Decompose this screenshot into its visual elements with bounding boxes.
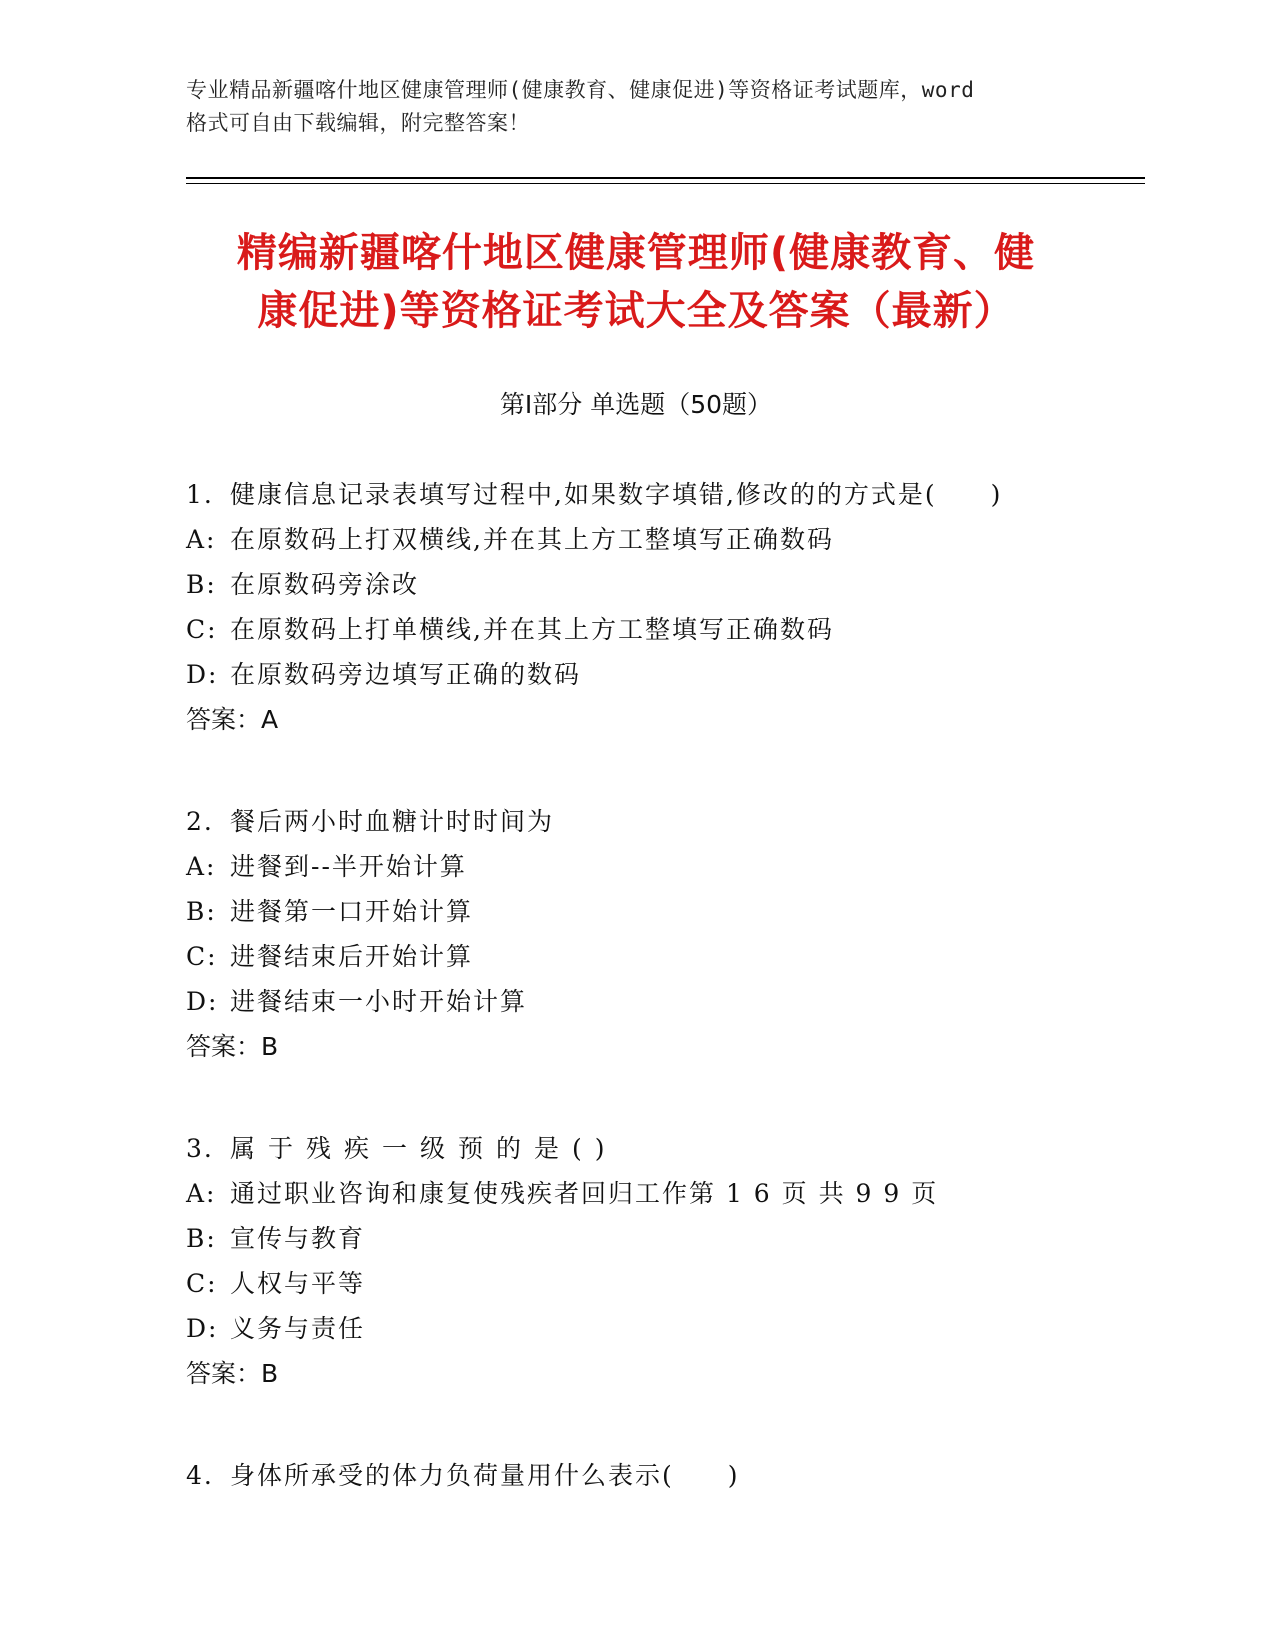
question-3 — [186, 1126, 1106, 1396]
answer: 答案：A — [186, 705, 279, 734]
option-text: 进餐结束后开始计算 — [230, 942, 474, 971]
option-label: C: — [186, 942, 218, 971]
option-a — [186, 1171, 1106, 1216]
option-text: 义务与责任 — [230, 1314, 366, 1343]
option-d — [186, 1306, 1106, 1351]
option-label: B: — [186, 1224, 217, 1253]
question-number: 4. — [186, 1461, 214, 1490]
question-text: 属于残疾一级预的是() — [230, 1134, 618, 1163]
question-stem — [186, 799, 1106, 844]
option-d — [186, 979, 1106, 1024]
option-text: 在原数码上打双横线,并在其上方工整填写正确数码 — [230, 525, 834, 554]
option-text: 进餐第一口开始计算 — [230, 897, 474, 926]
option-label: B: — [186, 570, 217, 599]
question-stem — [186, 472, 1106, 517]
option-b — [186, 562, 1106, 607]
option-text: 进餐结束一小时开始计算 — [230, 987, 528, 1016]
option-a — [186, 517, 1106, 562]
question-4 — [186, 1453, 1106, 1498]
option-a — [186, 844, 1106, 889]
question-stem — [186, 1126, 1106, 1171]
option-text: 在原数码旁涂改 — [230, 570, 420, 599]
header-note — [186, 74, 1086, 140]
document-title — [186, 224, 1086, 340]
option-c — [186, 934, 1106, 979]
header-note-line-2: 格式可自由下载编辑，附完整答案！ — [186, 111, 530, 135]
question-1 — [186, 472, 1106, 742]
section-heading: 第Ⅰ部分 单选题（50题） — [499, 390, 773, 419]
option-label: A: — [186, 525, 217, 554]
option-label: D: — [186, 1314, 219, 1343]
question-number: 1. — [186, 480, 214, 509]
header-divider-thick — [186, 177, 1145, 179]
option-label: A: — [186, 852, 217, 881]
option-c — [186, 607, 1106, 652]
header-divider-thin — [186, 183, 1145, 184]
question-text: 健康信息记录表填写过程中,如果数字填错,修改的的方式是( ) — [230, 480, 1003, 509]
option-label: B: — [186, 897, 217, 926]
question-number: 2. — [186, 807, 214, 836]
option-text: 通过职业咨询和康复使残疾者回归工作第 1 6 页 共 9 9 页 — [230, 1179, 939, 1208]
option-label: D: — [186, 660, 219, 689]
header-note-line-1: 专业精品新疆喀什地区健康管理师(健康教育、健康促进)等资格证考试题库，word — [186, 78, 975, 102]
answer: 答案：B — [186, 1032, 279, 1061]
option-b — [186, 1216, 1106, 1261]
document-title-line-1: 精编新疆喀什地区健康管理师(健康教育、健 — [236, 230, 1036, 276]
option-text: 进餐到--半开始计算 — [230, 852, 467, 881]
question-number: 3. — [186, 1134, 214, 1163]
option-b — [186, 889, 1106, 934]
question-text: 餐后两小时血糖计时时间为 — [230, 807, 555, 836]
option-text: 人权与平等 — [230, 1269, 366, 1298]
answer: 答案：B — [186, 1359, 279, 1388]
question-stem — [186, 1453, 1106, 1498]
option-c — [186, 1261, 1106, 1306]
question-text: 身体所承受的体力负荷量用什么表示( ) — [230, 1461, 740, 1490]
option-text: 在原数码上打单横线,并在其上方工整填写正确数码 — [230, 615, 834, 644]
question-list — [186, 472, 1106, 1498]
document-title-line-2: 康促进)等资格证考试大全及答案（最新） — [257, 288, 1015, 334]
option-label: C: — [186, 615, 218, 644]
option-text: 在原数码旁边填写正确的数码 — [230, 660, 582, 689]
question-2 — [186, 799, 1106, 1069]
option-d — [186, 652, 1106, 697]
option-label: A: — [186, 1179, 217, 1208]
option-label: C: — [186, 1269, 218, 1298]
option-text: 宣传与教育 — [230, 1224, 366, 1253]
option-label: D: — [186, 987, 219, 1016]
